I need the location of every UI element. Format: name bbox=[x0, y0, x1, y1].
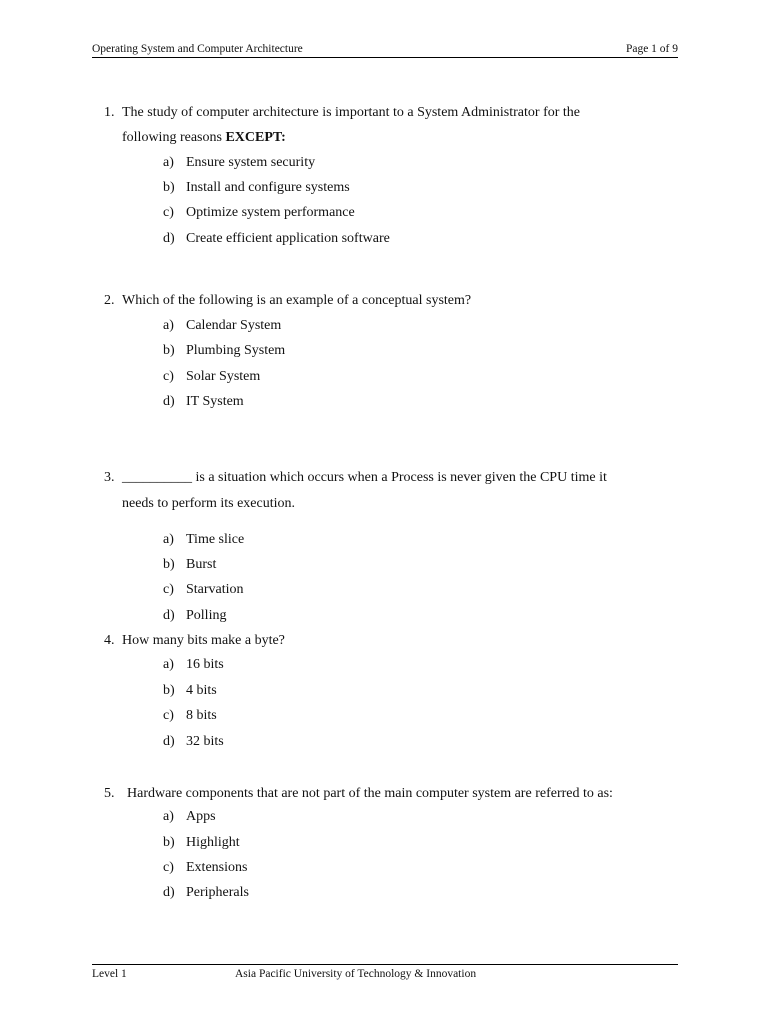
option-text: Create efficient application software bbox=[186, 231, 390, 246]
option-text: 16 bits bbox=[186, 657, 224, 672]
question-emphasis: EXCEPT: bbox=[225, 130, 286, 145]
option-text: Time slice bbox=[186, 532, 245, 547]
option-text: Calendar System bbox=[186, 318, 282, 333]
option-letter: b) bbox=[163, 180, 175, 195]
option-text: Polling bbox=[186, 608, 227, 623]
option-text: IT System bbox=[186, 394, 244, 409]
page-footer bbox=[92, 964, 678, 980]
question-text: The study of computer architecture is important to a System Administrator for the bbox=[122, 105, 581, 120]
page-number: Page 1 of 9 bbox=[625, 43, 678, 55]
option-text: Solar System bbox=[186, 369, 261, 384]
question-text: How many bits make a byte? bbox=[122, 633, 285, 648]
option-letter: b) bbox=[163, 343, 175, 358]
question-number: 5. bbox=[104, 786, 115, 801]
institution-name: Asia Pacific University of Technology & Innovation bbox=[235, 968, 477, 980]
option-text: Starvation bbox=[186, 582, 244, 597]
option-text: Ensure system security bbox=[186, 155, 316, 170]
page-header bbox=[92, 42, 678, 58]
option-text: 8 bits bbox=[186, 708, 217, 723]
question-number: 1. bbox=[104, 105, 115, 120]
option-letter: c) bbox=[163, 582, 174, 597]
option-letter: d) bbox=[163, 394, 175, 409]
option-letter: a) bbox=[163, 657, 174, 672]
option-letter: c) bbox=[163, 369, 174, 384]
option-text: Install and configure systems bbox=[186, 180, 350, 195]
question-text-continued: needs to perform its execution. bbox=[122, 496, 296, 511]
question-text-prefix: following reasons bbox=[122, 130, 226, 145]
option-letter: d) bbox=[163, 885, 175, 900]
option-letter: c) bbox=[163, 205, 174, 220]
option-letter: b) bbox=[163, 835, 175, 850]
question-number: 3. bbox=[104, 470, 115, 485]
question-number: 2. bbox=[104, 293, 115, 308]
option-letter: a) bbox=[163, 155, 174, 170]
option-letter: c) bbox=[163, 708, 174, 723]
option-letter: d) bbox=[163, 231, 175, 246]
question-text: Which of the following is an example of a conceptual system? bbox=[122, 293, 472, 308]
option-letter: b) bbox=[163, 557, 175, 572]
option-text: 4 bits bbox=[186, 683, 217, 698]
option-text: Plumbing System bbox=[186, 343, 286, 358]
question-text-continued bbox=[122, 125, 286, 150]
course-level: Level 1 bbox=[92, 968, 127, 980]
option-letter: b) bbox=[163, 683, 175, 698]
option-text: Burst bbox=[186, 557, 217, 572]
question-text: Hardware components that are not part of the main computer system are referred to as: bbox=[127, 786, 613, 801]
option-letter: c) bbox=[163, 860, 174, 875]
option-text: Apps bbox=[186, 809, 216, 824]
option-text: Extensions bbox=[186, 860, 248, 875]
option-text: Highlight bbox=[186, 835, 240, 850]
option-letter: a) bbox=[163, 532, 174, 547]
option-letter: d) bbox=[163, 734, 175, 749]
document-title: Operating System and Computer Architecture bbox=[92, 43, 303, 55]
option-letter: d) bbox=[163, 608, 175, 623]
option-text: Peripherals bbox=[186, 885, 249, 900]
option-text: Optimize system performance bbox=[186, 205, 355, 220]
option-letter: a) bbox=[163, 809, 174, 824]
option-letter: a) bbox=[163, 318, 174, 333]
question-text: __________ is a situation which occurs when a Process is never given the CPU time it bbox=[122, 470, 607, 485]
question-number: 4. bbox=[104, 633, 115, 648]
option-text: 32 bits bbox=[186, 734, 224, 749]
